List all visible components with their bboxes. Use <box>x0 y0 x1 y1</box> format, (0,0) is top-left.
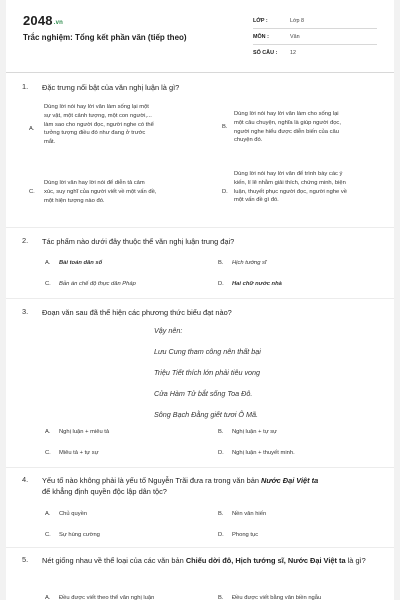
option-b[interactable] <box>218 259 378 269</box>
question-text-emphasis: Chiếu dời đô, Hịch tướng sĩ, Nước Đại Việt ta <box>185 556 346 565</box>
option-a[interactable] <box>45 510 205 520</box>
option-text: Nền văn hiến <box>232 511 267 517</box>
question-2 <box>22 236 384 296</box>
option-a[interactable] <box>45 594 215 600</box>
question-text-part: là gì? <box>345 556 366 565</box>
option-text: Bản án chế độ thực dân Pháp <box>59 281 136 287</box>
option-c[interactable] <box>29 179 209 209</box>
question-text: Tác phẩm nào dưới đây thuộc thể văn nghị luận trung đại? <box>42 237 235 246</box>
option-line: xúc, suy nghĩ của người viết về một vấn đề, <box>44 188 157 195</box>
option-line: tưởng tượng điều đó như đang ở trước <box>44 130 146 137</box>
option-letter: D. <box>218 450 224 456</box>
question-number: 3. <box>22 307 29 316</box>
poem-line: Triệu Tiết thích lớn phải tiêu vong <box>154 368 261 377</box>
option-letter: C. <box>45 281 51 287</box>
poem-line: Cửa Hàm Tử bắt sống Toa Đô. <box>154 389 253 398</box>
question-number: 1. <box>22 82 29 91</box>
meta-value: Văn <box>290 34 300 40</box>
option-d[interactable] <box>222 170 384 210</box>
option-text: Đều được viết theo thể văn nghị luận <box>59 595 155 600</box>
meta-row-subject <box>253 29 377 45</box>
option-text: Hịch tướng sĩ <box>232 260 267 266</box>
question-divider <box>6 298 394 299</box>
option-a[interactable] <box>29 103 201 153</box>
option-letter: B. <box>218 595 224 600</box>
option-text: Đều được viết bằng văn biền ngẫu <box>232 595 322 600</box>
question-3 <box>22 307 384 467</box>
option-b[interactable] <box>222 110 384 150</box>
worksheet-title: Trắc nghiệm: Tổng kết phần văn (tiếp theo) <box>23 33 187 42</box>
poem-line: Vậy nên: <box>154 326 183 335</box>
option-line: sự vật, một cảnh tượng, một con người,... <box>44 112 152 119</box>
question-5 <box>22 555 384 600</box>
worksheet-header <box>6 0 394 70</box>
option-line: Dùng lời nói hay lời văn làm sống lại một <box>44 104 149 110</box>
question-number: 2. <box>22 236 29 245</box>
logo-suffix: .vn <box>53 20 64 26</box>
option-letter: B. <box>218 511 224 517</box>
option-b[interactable] <box>218 594 384 600</box>
option-letter: B. <box>218 260 224 266</box>
option-c[interactable] <box>45 449 205 459</box>
question-divider <box>6 547 394 548</box>
option-text: Nghị luận + tự sự <box>232 429 277 435</box>
option-d[interactable] <box>218 449 378 459</box>
question-4 <box>22 475 384 543</box>
meta-key: LỚP : <box>253 18 268 24</box>
option-line: Dùng lời nói hay lời văn làm cho sống lại <box>234 111 339 117</box>
option-line: luận, thuyết phục người đọc, người nghe về <box>234 188 348 195</box>
option-letter: A. <box>45 260 51 266</box>
option-line: một hiện tượng nào đó. <box>44 197 105 204</box>
option-letter: B. <box>222 124 228 130</box>
question-text: Đoạn văn sau đã thể hiện các phương thức biểu đạt nào? <box>42 308 232 317</box>
question-text: Đặc trưng nổi bật của văn nghị luận là gì? <box>42 83 180 92</box>
option-text: Bài toán dân số <box>59 260 103 266</box>
option-line: làm sao cho người đọc, người nghe có thể <box>44 121 154 128</box>
option-letter: B. <box>218 429 224 435</box>
option-line: một vấn đề gì đó. <box>234 197 279 204</box>
poem-line: Sông Bạch Đằng giết tươi Ô Mã. <box>154 410 258 419</box>
option-letter: D. <box>218 281 224 287</box>
option-line: Dùng lời nói hay lời văn để trình bày các ý <box>234 171 343 177</box>
option-line: chuyện đó. <box>234 137 263 144</box>
option-text: Miêu tả + tự sự <box>59 450 99 456</box>
question-text-emphasis: Nước Đại Việt ta <box>261 476 319 485</box>
option-text: Sự hùng cường <box>59 532 100 538</box>
question-number: 4. <box>22 475 29 484</box>
option-b[interactable] <box>218 510 378 520</box>
question-number: 5. <box>22 555 29 564</box>
option-text: Chủ quyền <box>59 511 88 517</box>
header-divider <box>6 72 394 73</box>
option-d[interactable] <box>218 280 378 290</box>
option-letter: A. <box>29 126 35 132</box>
question-divider <box>6 227 394 228</box>
meta-key: MÔN : <box>253 34 269 40</box>
option-text: Phong tục <box>232 532 259 538</box>
poem-line: Lưu Cung tham công nên thất bại <box>154 347 261 356</box>
option-letter: A. <box>45 595 51 600</box>
option-c[interactable] <box>45 280 205 290</box>
option-letter: A. <box>45 511 51 517</box>
site-logo[interactable] <box>23 13 63 28</box>
option-letter: C. <box>29 189 35 195</box>
option-letter: D. <box>218 532 224 538</box>
worksheet-page <box>6 0 394 600</box>
option-a[interactable] <box>45 259 205 269</box>
option-letter: D. <box>222 189 228 195</box>
meta-row-grade <box>253 13 377 29</box>
meta-value: Lớp 8 <box>290 18 305 24</box>
question-text <box>42 475 382 497</box>
option-text: Hai chữ nước nhà <box>232 281 282 287</box>
option-b[interactable] <box>218 428 378 438</box>
question-text-part: để khẳng định quyền độc lập dân tộc? <box>42 487 167 496</box>
meta-key: SỐ CÂU : <box>253 50 278 56</box>
meta-value: 12 <box>290 50 296 56</box>
option-d[interactable] <box>218 531 378 541</box>
option-line: mắt. <box>44 139 56 146</box>
question-1 <box>22 82 384 227</box>
meta-row-count <box>253 45 377 61</box>
logo-text: 2048 <box>23 13 53 28</box>
option-letter: A. <box>45 429 51 435</box>
option-line: một câu chuyện, nghĩa là giúp người đọc, <box>234 119 341 126</box>
option-text: Nghị luận + thuyết minh. <box>232 450 295 456</box>
option-c[interactable] <box>45 531 205 541</box>
question-text-part: Nét giống nhau về thể loại của các văn bản <box>42 556 186 565</box>
option-text: Nghị luận + miêu tả <box>59 429 110 435</box>
option-line: kiến, lí lẽ nhằm giải thích, chứng minh, biện <box>234 179 346 186</box>
option-a[interactable] <box>45 428 205 438</box>
option-letter: C. <box>45 532 51 538</box>
question-text <box>42 555 382 566</box>
option-line: người nghe hiểu được diễn biến của câu <box>234 128 339 135</box>
option-letter: C. <box>45 450 51 456</box>
question-divider <box>6 467 394 468</box>
question-text-part: Yếu tố nào không phải là yếu tố Nguyễn Trãi đưa ra trong văn bản <box>42 476 262 485</box>
option-line: Dùng lời văn hay lời nói để diễn tả cảm <box>44 180 145 186</box>
